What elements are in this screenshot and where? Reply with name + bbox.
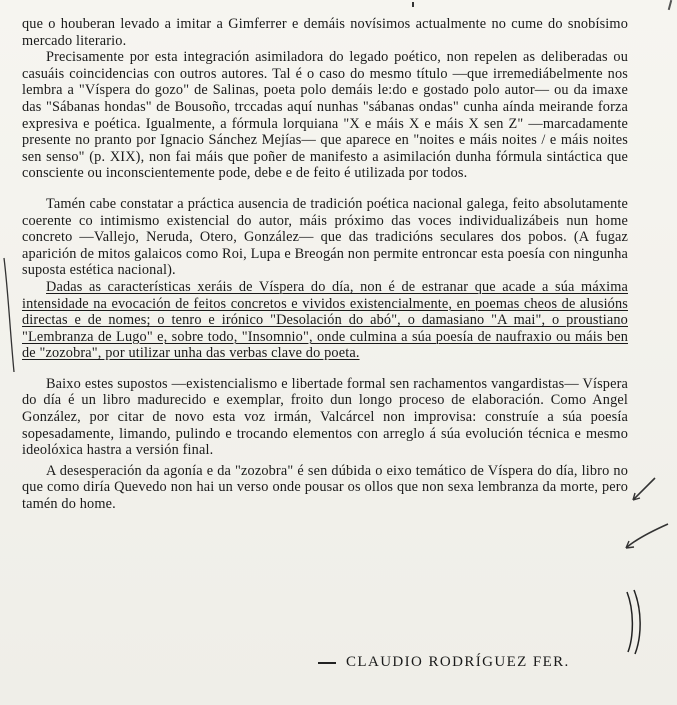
- author-name: CLAUDIO RODRÍGUEZ FER.: [346, 654, 570, 670]
- margin-arrow-2: [626, 524, 668, 548]
- margin-bracket-1: [627, 592, 632, 652]
- paragraph-3: Tamén cabe constatar a práctica ausencia de tradición poética nacional galega, feito absolutamente coerente co intimismo existencial do autor, máis próximo das voces individualizábeis nun home concreto —Vallejo, Neruda, Otero, González— que das tradicións seculares dos pobos. (A fugaz aparición de mitos galaicos como Roi, Lupa e Breogán non permite entroncar esta poesía con ningunha suposta estética nacional).: [22, 195, 628, 279]
- paragraph-4: Dadas as características xeráis de Víspera do día, non é de estranar que acade a súa máxima intensidade na evocación de feitos concretos e vividos existencialmente, en poemas cheos de alusións directas e de nomes; o tenro e irónico "Desolación do abó", o damasiano "A mai", o proustiano "Lembranza de Lugo" e, sobre todo, "Insomnio", onde culmina a súa poesía de naufraxio ou máis ben de "zozobra", por utilizar unha das verbas clave do poeta.: [22, 278, 628, 362]
- paragraph-2: Precisamente por esta integración asimiladora do legado poético, non repelen as deliberadas ou casuáis coincidencias con outros autores. Tal é o caso do mesmo título —que irremediábelmente nos lembra a "Víspera do gozo" de Salinas, poeta polo demáis le:do e gostado polo autor— ou da imaxe das "Sábanas hondas" de Bousoño, trccadas aquí nunhas "sábanas ondas" cunha aínda meirande forza expresiva e poética. Igualmente, a fórmula lorquiana "X e máis X e máis X sen Z" —marcadamente presente no pranto por Ignacio Sánchez Mejías— que aparece en "noites e máis noites / e máis noites sen senso" (p. XIX), non fai máis que poñer de manifesto a asimilación dunha fórmula sintáctica que consciente ou inconscientemente pode, debe e de feito é utilizada por todos.: [22, 49, 628, 182]
- paragraph-1: que o houberan levado a imitar a Gimferrer e demáis novísimos actualmente no cume do snobísimo mercado literario.: [22, 16, 628, 49]
- margin-bracket-2: [634, 590, 640, 654]
- paragraph-6: A desesperación da agonía e da "zozobra" é sen dúbida o eixo temático de Víspera do día, libro no que como diría Quevedo non hai un verso onde pousar os ollos que non sexa lembranza da morte, pero tamén do home.: [22, 462, 628, 513]
- margin-arrow-1: [633, 478, 655, 500]
- paragraph-5: Baixo estes supostos —existencialismo e libertade formal sen rachamentos vangardistas— Víspera do día é un libro madurecido e exemplar, froito dun longo proceso de elaboración. Como Angel González, por citar de novo esta voz irmán, Valcárcel non improvisa: construíe a súa poesía sopesadamente, limando, pulindo e trocando elementos con arreglo á súa evolución técnica e mesmo ideolóxica hastra a versión final.: [22, 375, 628, 459]
- margin-bracket-line: [4, 258, 14, 372]
